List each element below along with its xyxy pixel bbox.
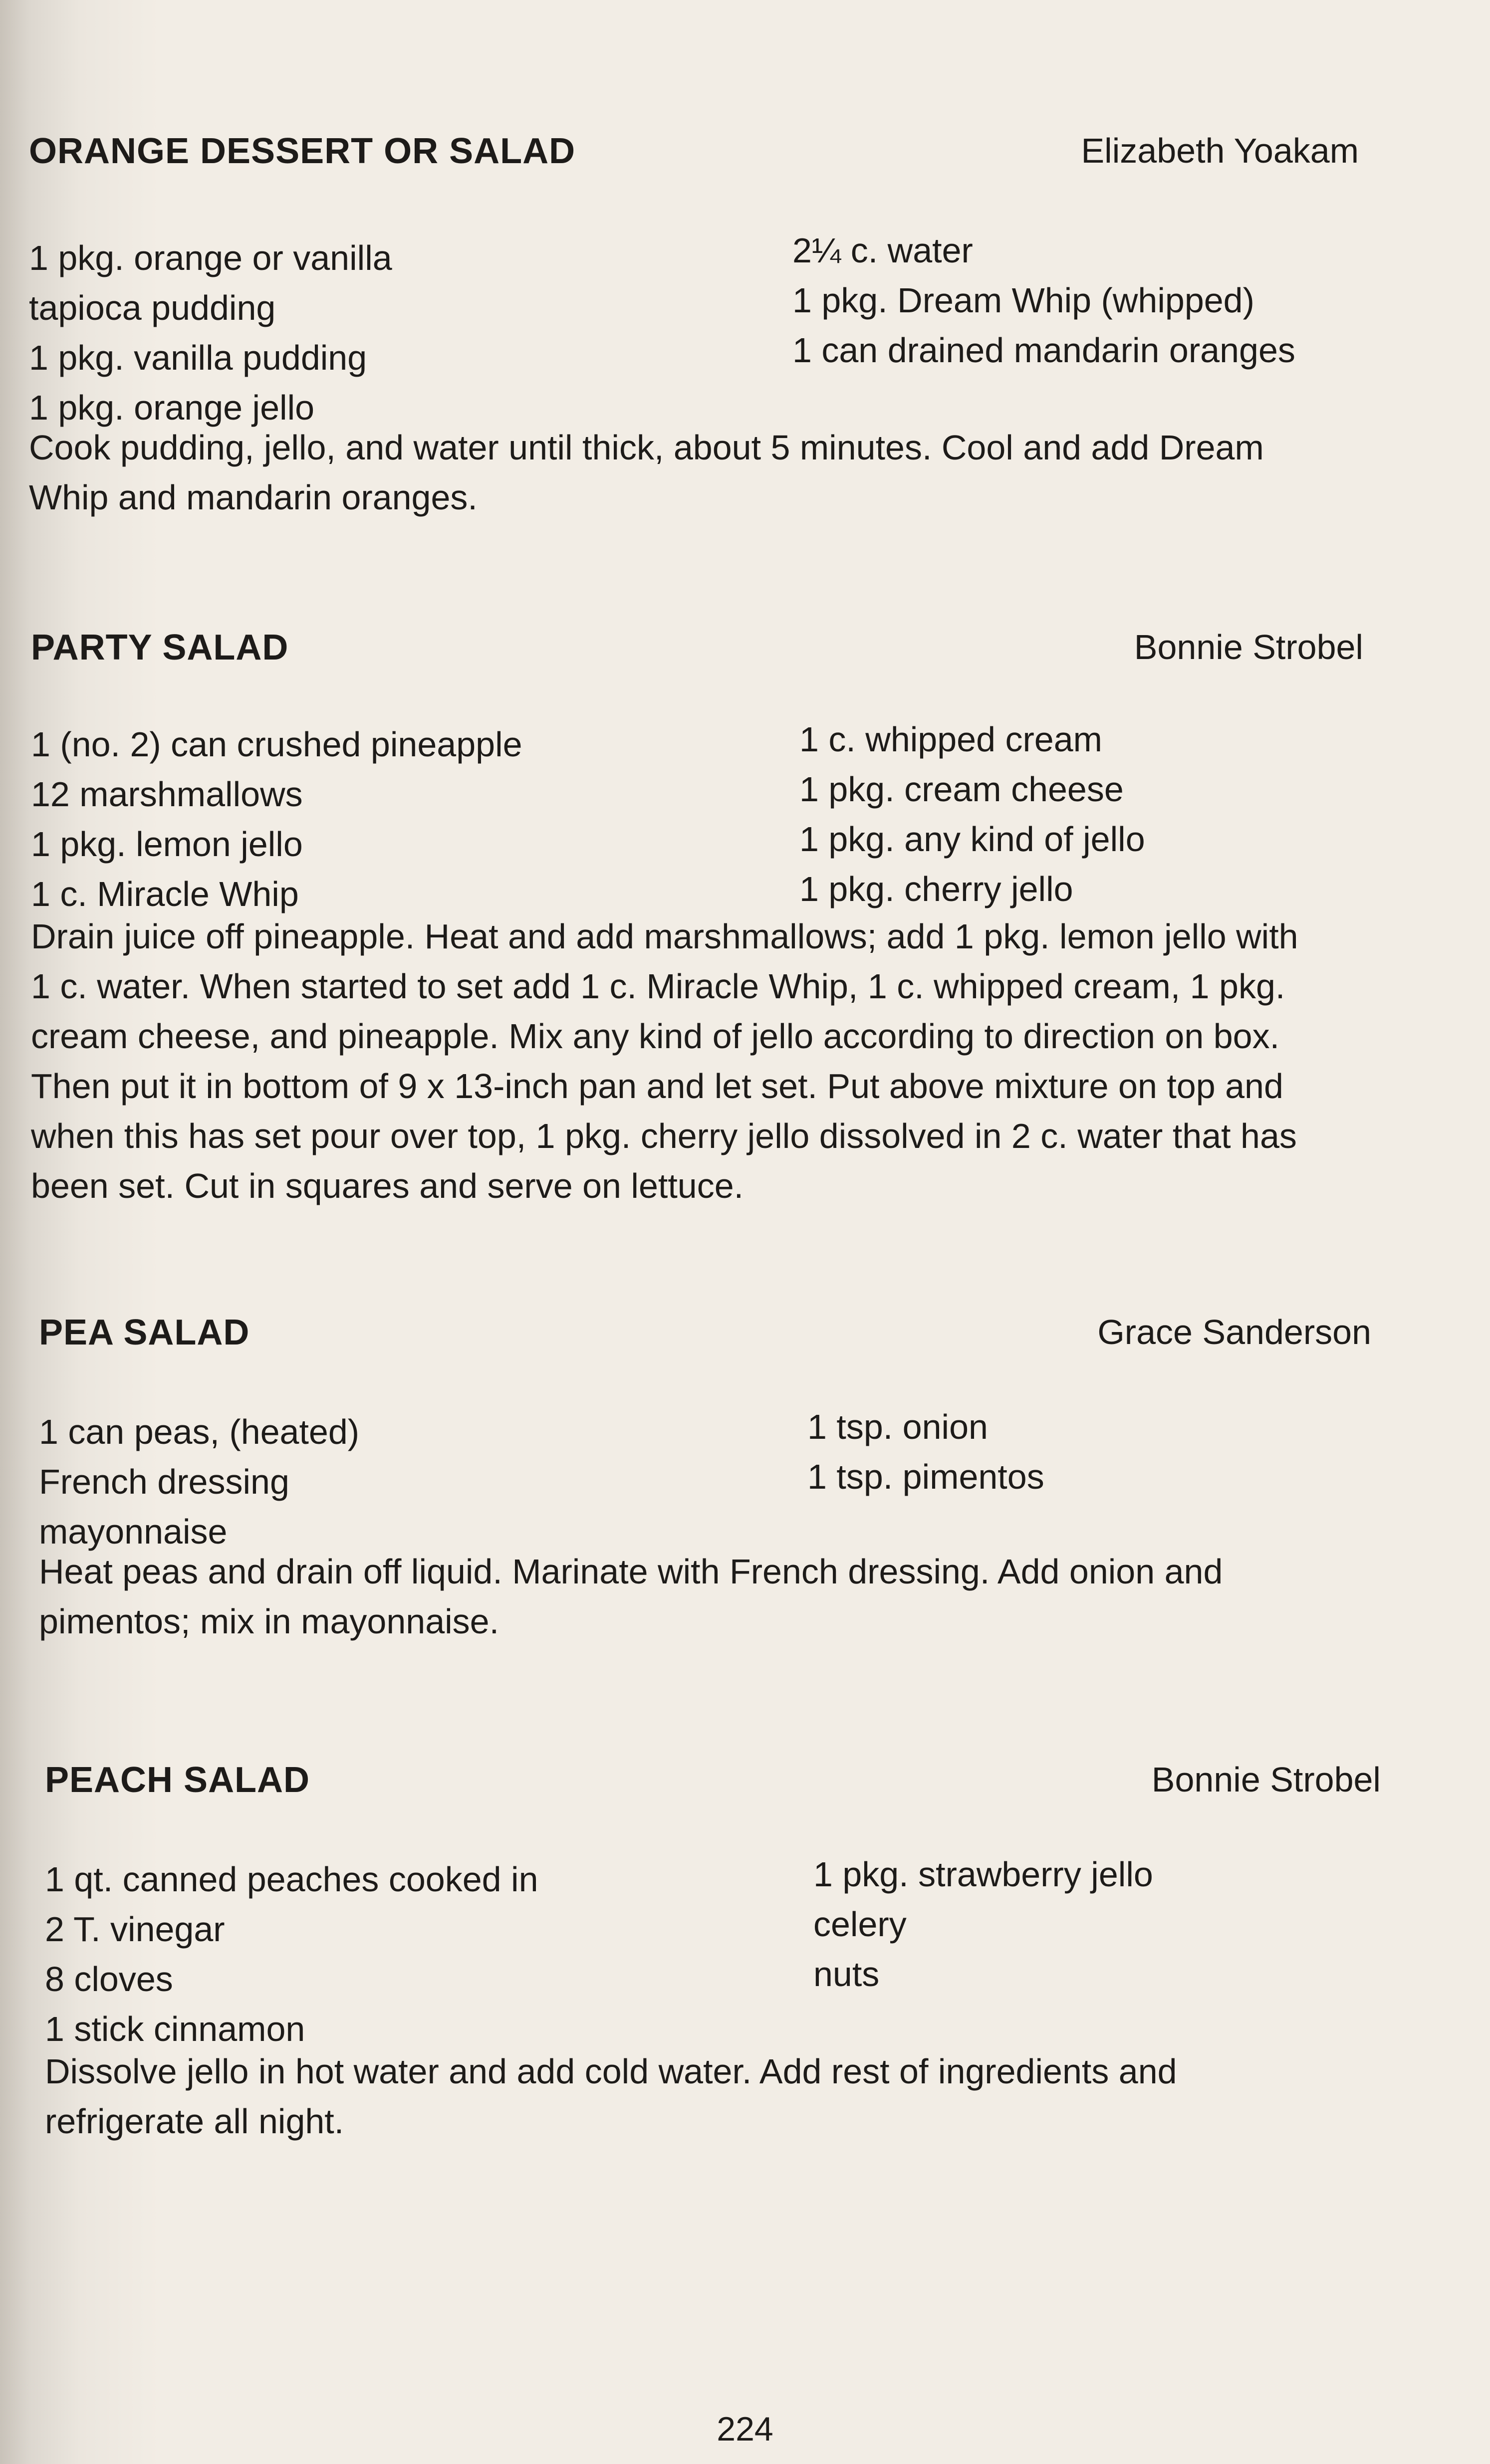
instruction-line: 1 c. water. When started to set add 1 c. Miracle Whip, 1 c. whipped cream, 1 pkg.	[31, 967, 1285, 1006]
ingredient: 1 c. whipped cream	[799, 720, 1102, 759]
recipe-title: ORANGE DESSERT OR SALAD	[29, 131, 576, 171]
instruction-line: Whip and mandarin oranges.	[29, 478, 478, 517]
ingredient: 1 pkg. cream cheese	[799, 770, 1124, 809]
ingredient: 2¼ c. water	[792, 231, 973, 270]
ingredient: 1 pkg. strawberry jello	[813, 1855, 1153, 1894]
ingredient: 1 (no. 2) can crushed pineapple	[31, 725, 522, 764]
ingredient: 1 pkg. lemon jello	[31, 825, 303, 864]
instruction-line: Dissolve jello in hot water and add cold water. Add rest of ingredients and	[45, 2052, 1177, 2091]
recipe-author: Bonnie Strobel	[1134, 628, 1363, 667]
ingredient: celery	[813, 1905, 907, 1944]
recipe-instructions	[39, 1547, 1223, 1646]
ingredients-right	[792, 225, 1295, 375]
instruction-line: Drain juice off pineapple. Heat and add marshmallows; add 1 pkg. lemon jello with	[31, 917, 1298, 956]
ingredients-right	[807, 1402, 1044, 1502]
instruction-line: when this has set pour over top, 1 pkg. cherry jello dissolved in 2 c. water that has	[31, 1117, 1297, 1155]
ingredient: 12 marshmallows	[31, 775, 303, 814]
ingredient: 1 stick cinnamon	[45, 2010, 305, 2048]
ingredient: 1 pkg. cherry jello	[799, 870, 1073, 908]
ingredient: French dressing	[39, 1462, 289, 1501]
ingredients-left	[31, 719, 522, 919]
ingredient: 8 cloves	[45, 1960, 173, 1999]
recipe-title: PARTY SALAD	[31, 628, 289, 668]
recipe-title: PEA SALAD	[39, 1313, 250, 1352]
instruction-line: pimentos; mix in mayonnaise.	[39, 1602, 499, 1641]
instruction-line: been set. Cut in squares and serve on lettuce.	[31, 1166, 744, 1205]
recipe-author: Bonnie Strobel	[1151, 1760, 1381, 1799]
ingredient: mayonnaise	[39, 1512, 228, 1551]
ingredient: 1 can peas, (heated)	[39, 1412, 360, 1451]
ingredient: 1 can drained mandarin oranges	[792, 331, 1295, 370]
ingredient: 1 qt. canned peaches cooked in	[45, 1860, 538, 1899]
ingredient: 1 pkg. vanilla pudding	[29, 338, 367, 377]
ingredient: 1 tsp. onion	[807, 1407, 988, 1446]
ingredients-left	[29, 233, 392, 433]
ingredients-left	[45, 1854, 538, 2054]
ingredient: 1 tsp. pimentos	[807, 1457, 1044, 1496]
recipe-orange-dessert	[29, 131, 1359, 530]
ingredient: 1 c. Miracle Whip	[31, 875, 299, 913]
ingredients-right	[799, 714, 1145, 914]
recipe-party-salad	[31, 627, 1363, 1251]
ingredient: 1 pkg. Dream Whip (whipped)	[792, 281, 1254, 320]
instruction-line: refrigerate all night.	[45, 2102, 344, 2141]
ingredient: tapioca pudding	[29, 288, 276, 327]
recipe-pea-salad	[39, 1312, 1371, 1686]
ingredient: 1 pkg. orange jello	[29, 388, 315, 427]
ingredient: 1 pkg. orange or vanilla	[29, 238, 392, 277]
recipe-author: Grace Sanderson	[1097, 1313, 1371, 1351]
instruction-line: Cook pudding, jello, and water until thick, about 5 minutes. Cool and add Dream	[29, 428, 1264, 467]
recipe-peach-salad	[45, 1760, 1381, 2209]
ingredients-left	[39, 1407, 359, 1557]
recipe-instructions	[29, 423, 1264, 522]
page-number: 224	[717, 2410, 773, 2448]
ingredients-right	[813, 1849, 1153, 1999]
instruction-line: cream cheese, and pineapple. Mix any kind of jello according to direction on box.	[31, 1017, 1280, 1056]
recipe-author: Elizabeth Yoakam	[1081, 131, 1359, 170]
ingredient: 1 pkg. any kind of jello	[799, 820, 1145, 859]
recipe-instructions	[45, 2046, 1177, 2146]
recipe-title: PEACH SALAD	[45, 1760, 310, 1800]
instruction-line: Heat peas and drain off liquid. Marinate with French dressing. Add onion and	[39, 1552, 1223, 1591]
instruction-line: Then put it in bottom of 9 x 13-inch pan and let set. Put above mixture on top and	[31, 1067, 1283, 1106]
ingredient: nuts	[813, 1955, 880, 1994]
ingredient: 2 T. vinegar	[45, 1910, 225, 1949]
recipe-instructions	[31, 911, 1298, 1211]
